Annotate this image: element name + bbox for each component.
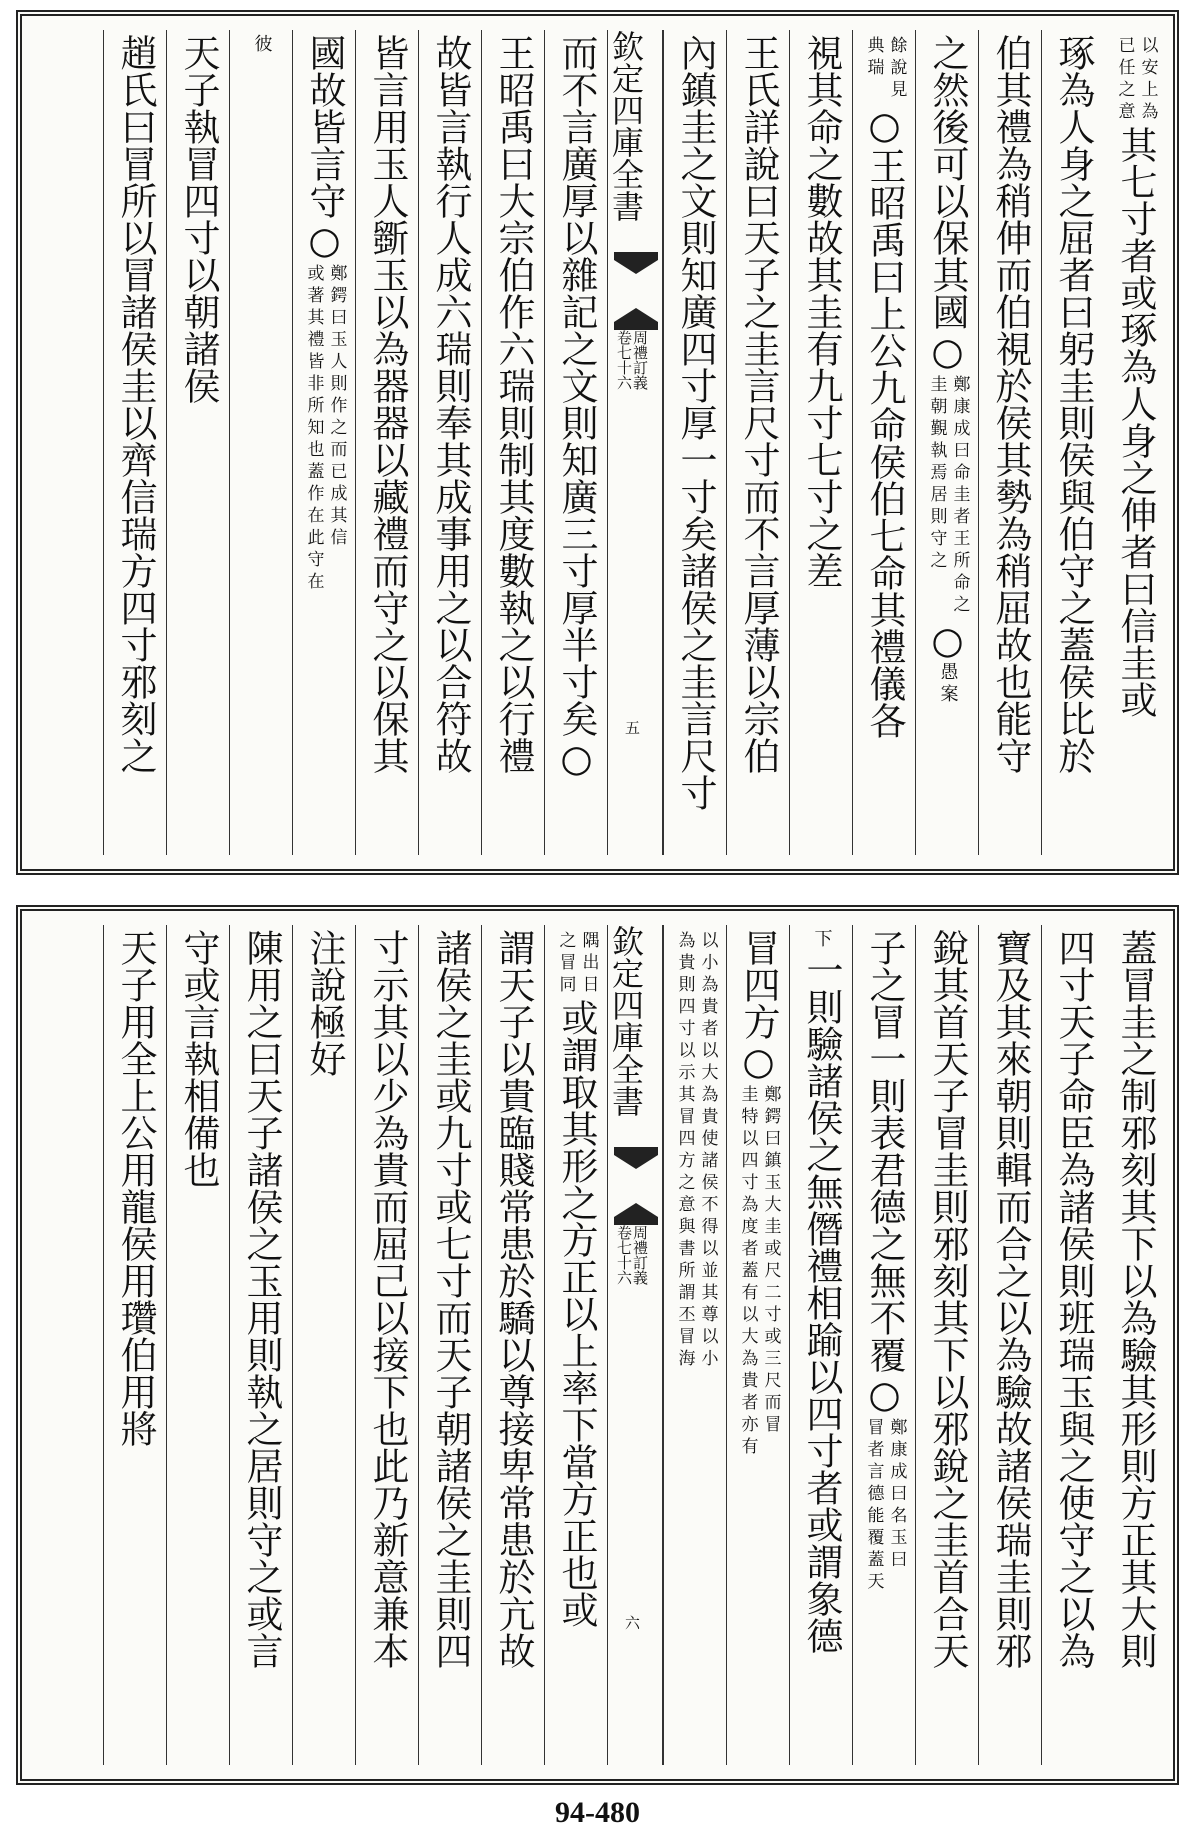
main-text: 皆言用玉人斵玉以為器器以藏禮而守之以保其 <box>366 34 409 774</box>
main-text: 諸侯之圭或九寸或七寸而天子朝諸侯之圭則四 <box>429 929 472 1669</box>
text-column <box>1104 925 1167 1765</box>
fishtail-ornament <box>614 1147 658 1171</box>
main-text: 天子執冒四寸以朝諸侯 <box>177 34 220 404</box>
main-text: 國故皆言守 <box>303 34 346 219</box>
main-text: ○ <box>926 619 969 662</box>
main-text: 故皆言執行人成六瑞則奉其成事用之以合符故 <box>429 34 472 774</box>
text-column <box>229 925 292 1765</box>
main-text: ○ <box>303 219 346 262</box>
text-column <box>663 30 726 855</box>
center-title-column <box>607 30 663 855</box>
main-text: ○ <box>863 1373 906 1416</box>
main-text: 陳用之曰天子諸侯之玉用則執之居則守之或言 <box>240 929 283 1669</box>
book-series-title: 欽定四庫全書 <box>607 30 645 222</box>
book-series-title: 欽定四庫全書 <box>607 925 645 1117</box>
main-text: 內鎮圭之文則知廣四寸厚一寸矣諸侯之圭言尺寸 <box>674 34 717 811</box>
text-column <box>418 925 481 1765</box>
main-text: 王昭禹曰大宗伯作六瑞則制其度數執之以行禮 <box>492 34 535 774</box>
text-column <box>852 30 915 855</box>
text-column <box>229 30 292 855</box>
text-column <box>292 30 355 855</box>
volume-number: 卷七十六 <box>615 330 633 390</box>
main-text: 一則驗諸侯之無僭禮相踰以四寸者或謂象德 <box>800 951 843 1654</box>
text-column <box>355 925 418 1765</box>
book-title: 周禮訂義 <box>631 330 649 390</box>
text-column <box>1041 30 1104 855</box>
main-text: 銳其首天子冒圭則邪刻其下以邪銳之圭首合天 <box>926 929 969 1669</box>
text-column <box>103 30 166 855</box>
text-column <box>978 925 1041 1765</box>
main-text: 天子用全上公用龍侯用瓚伯用將 <box>114 929 157 1447</box>
text-column <box>166 30 229 855</box>
main-text: 子之冒一則表君德之無不覆 <box>863 929 906 1373</box>
annotation-note: 鄭鍔曰玉人則作之而已成其信 或著其禮皆非所知也蓋作在此守在 <box>303 264 347 594</box>
center-title-column <box>607 925 663 1765</box>
leaf-number: 六 <box>623 1615 641 1630</box>
upper-page <box>16 10 1179 875</box>
main-text: 或謂取其形之方正以上率下當方正也或 <box>555 999 598 1628</box>
leaf-number: 五 <box>623 720 641 735</box>
main-text: 蓋冒圭之制邪刻其下以為驗其形則方正其大則 <box>1114 929 1157 1669</box>
page-number: 94-480 <box>555 1796 640 1829</box>
text-column <box>852 925 915 1765</box>
fishtail-ornament <box>614 306 658 330</box>
text-column <box>292 925 355 1765</box>
annotation-note: 鄭康成曰名玉曰 冒者言德能覆蓋天 <box>863 1418 907 1594</box>
annotation-note: 鄭鍔曰鎮玉大圭或尺二寸或三尺而冒 圭特以四寸為度者蓋有以大為貴者亦有 <box>737 1085 781 1459</box>
main-text: 注說極好 <box>303 929 346 1077</box>
text-column <box>166 925 229 1765</box>
text-column <box>1041 925 1104 1765</box>
text-column <box>915 925 978 1765</box>
volume-number: 卷七十六 <box>615 1225 633 1285</box>
main-text: 伯其禮為稍伸而伯視於侯其勢為稍屈故也能守 <box>989 34 1032 774</box>
main-text: 謂天子以貴臨賤常患於驕以尊接卑常患於亢故 <box>492 929 535 1669</box>
main-text: 寶及其來朝則輯而合之以為驗故諸侯瑞圭則邪 <box>989 929 1032 1669</box>
main-text: 冒四方 <box>737 929 780 1040</box>
lower-page <box>16 905 1179 1785</box>
fishtail-ornament <box>614 252 658 276</box>
text-column <box>789 925 852 1765</box>
main-text: 守或言執相備也 <box>177 929 220 1188</box>
main-text: 而不言廣厚以雜記之文則知廣三寸厚半寸矣○ <box>555 34 598 780</box>
annotation-note: 愚案 <box>937 662 959 706</box>
main-text: 其七寸者或琢為人身之伸者曰信圭或 <box>1114 126 1157 718</box>
text-column <box>726 30 789 855</box>
text-column <box>544 925 607 1765</box>
text-column <box>481 30 544 855</box>
fishtail-ornament <box>614 1201 658 1225</box>
annotation-note: 以安上為 已任之意 <box>1114 36 1158 124</box>
main-text: 視其命之數故其圭有九寸七寸之差 <box>800 34 843 589</box>
book-title: 周禮訂義 <box>631 1225 649 1285</box>
main-text: 四寸天子命臣為諸侯則班瑞玉與之使守之以為 <box>1052 929 1095 1669</box>
text-column <box>544 30 607 855</box>
main-text: 寸示其以少為貴而屈己以接下也此乃新意兼本 <box>366 929 409 1669</box>
annotation-note: 鄭康成曰命圭者王所命之 圭朝覲執焉居則守之 <box>926 375 970 617</box>
text-column <box>418 30 481 855</box>
text-column <box>103 925 166 1765</box>
main-text: 趙氏曰冒所以冒諸侯圭以齊信瑞方四寸邪刻之 <box>114 34 157 774</box>
text-column <box>726 925 789 1765</box>
annotation-note: 餘說見 典瑞 <box>863 36 907 102</box>
annotation-note: 隅出日 之冒同 <box>555 931 599 997</box>
text-column <box>355 30 418 855</box>
main-text: 琢為人身之屈者曰躬圭則侯與伯守之蓋侯比於 <box>1052 34 1095 774</box>
text-column <box>663 925 726 1765</box>
annotation-note: 彼 <box>251 34 273 56</box>
text-column <box>1104 30 1167 855</box>
main-text: 王氏詳說曰天子之圭言尺寸而不言厚薄以宗伯 <box>737 34 780 774</box>
text-column <box>978 30 1041 855</box>
text-column <box>481 925 544 1765</box>
annotation-note: 以小為貴者以大為貴使諸侯不得以並其尊以小 為貴則四寸以示其冒四方之意與書所謂丕冒海 <box>674 931 718 1371</box>
main-text: ○ <box>737 1040 780 1083</box>
main-text: ○王昭禹曰上公九命侯伯七命其禮儀各 <box>863 104 906 739</box>
text-column <box>789 30 852 855</box>
annotation-note: 下 <box>811 929 833 951</box>
text-column <box>915 30 978 855</box>
main-text: 之然後可以保其國 <box>926 34 969 330</box>
main-text: ○ <box>926 330 969 373</box>
